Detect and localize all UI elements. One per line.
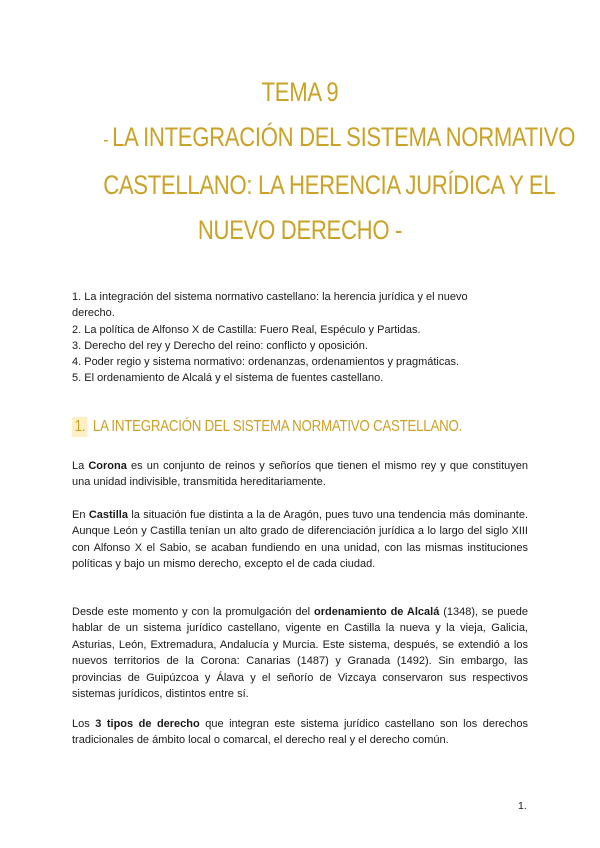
section-title: LA INTEGRACIÓN DEL SISTEMA NORMATIVO CASTELLANO.	[92, 418, 463, 435]
title-line-4	[103, 208, 497, 253]
toc-item: derecho.	[72, 307, 115, 320]
paragraph-text: que integran este sistema jurídico castellano son los derechos tradicionales de ámbito local o comarcal, el derecho real y el derecho común.	[72, 718, 528, 747]
bold-term: 3 tipos de derecho	[95, 718, 200, 730]
bold-term: Castilla	[88, 509, 128, 521]
bold-term: ordenamiento de Alcalá	[313, 606, 440, 618]
title-line-1: TEMA 9	[261, 77, 339, 107]
paragraph-text: la situación fue distinta a la de Aragón, pues tuvo una tendencia más dominante. Aunque León y Castilla tenían un alto grado de diferenciación jurídica a lo largo del siglo XIII con Alfonso X el Sabio, se acaban fundiendo en una unidad, con las mismas instituciones políticas y bajo un mismo derecho, excepto el de cada ciudad.	[72, 509, 528, 571]
toc-item: 5. El ordenamiento de Alcalá y el sistema de fuentes castellano.	[72, 372, 384, 385]
toc-item: 1. La integración del sistema normativo castellano: la herencia jurídica y el nuevo	[72, 291, 468, 303]
title-line-2	[103, 115, 576, 163]
paragraph-castilla	[72, 507, 528, 573]
section-heading	[72, 418, 476, 436]
paragraph-tipos-derecho	[72, 716, 528, 749]
title-line-4-text: NUEVO DERECHO	[197, 215, 390, 245]
title-dash-right: -	[389, 215, 403, 245]
paragraph-text: Los	[72, 718, 96, 730]
paragraph-corona	[72, 458, 528, 491]
paragraph-text: es un conjunto de reinos y señoríos que tienen el mismo rey y que constituyen una unidad indivisible, transmitida hereditariamente.	[72, 460, 528, 489]
paragraph-text: (1348), se puede hablar de un sistema jurídico castellano, vigente en Castilla la nueva y la vieja, Galicia, Asturias, León, Extremadura, Andalucía y Murcia. Este sistema, después, se extendió a los nuevos territorios de la Corona: Canarias (1487) y Granada (1492). Sin embargo, las provincias de Guipúzcoa y Álava y el señorío de Vizcaya conservaron sus respectivos sistemas jurídicos, distintos entre sí.	[72, 606, 529, 701]
section-number: 1.	[72, 417, 88, 437]
page-number: 1.	[518, 800, 527, 812]
paragraph-text: Desde este momento y con la promulgación del	[72, 606, 314, 618]
paragraph-alcala	[72, 604, 528, 702]
toc-item: 4. Poder regio y sistema normativo: ordenanzas, ordenamientos y pragmáticas.	[72, 356, 460, 369]
toc-item: 3. Derecho del rey y Derecho del reino: conflicto y oposición.	[72, 339, 368, 352]
paragraph-text: En	[72, 509, 89, 521]
document-title	[103, 70, 576, 253]
title-line-2-text: LA INTEGRACIÓN DEL SISTEMA NORMATIVO	[112, 122, 576, 152]
title-dash-left: -	[103, 130, 113, 151]
bold-term: Corona	[88, 460, 127, 472]
toc-item: 2. La política de Alfonso X de Castilla: Fuero Real, Espéculo y Partidas.	[72, 323, 421, 336]
paragraph-text: La	[72, 460, 89, 472]
title-line-3: CASTELLANO: LA HERENCIA JURÍDICA Y EL	[103, 170, 556, 200]
table-of-contents	[72, 289, 532, 387]
